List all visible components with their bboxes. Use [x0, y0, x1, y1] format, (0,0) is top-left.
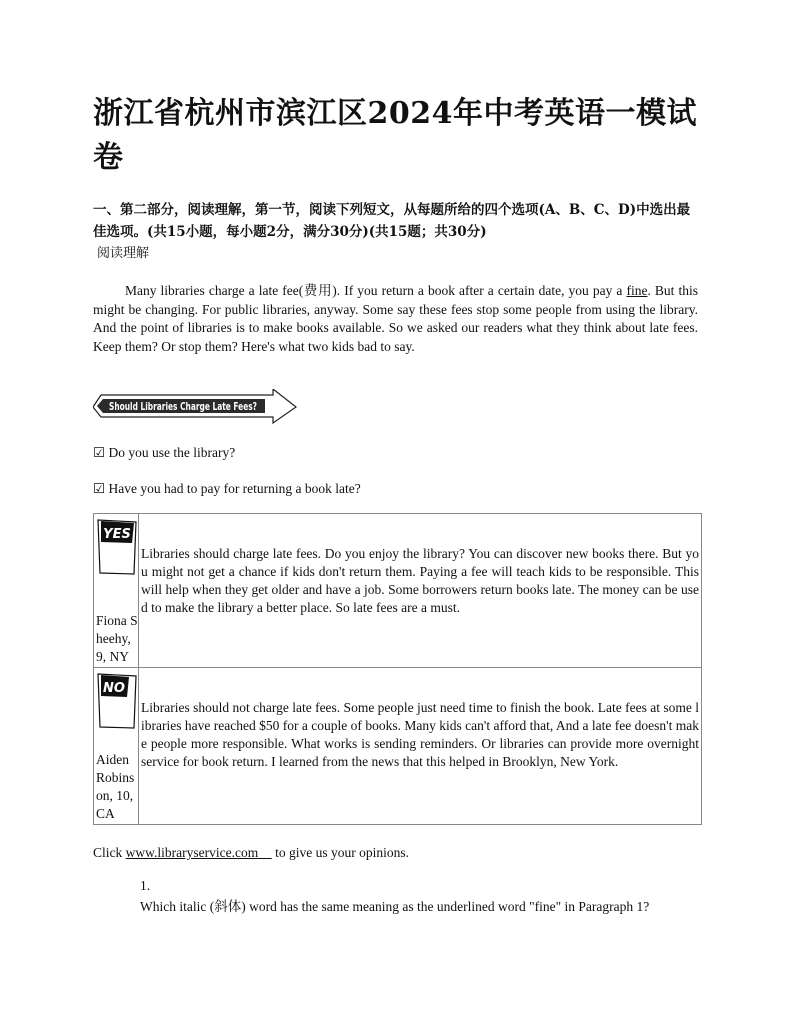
click-line	[93, 844, 409, 862]
opinion-row-no	[94, 668, 702, 825]
intro-text-part2: . But this might be changing. For public libraries, anyway. Some say these fees stop some people from using the library. And the point of libraries is to make books available. So we asked our readers what they think about late fees. Keep them? Or stop them? Here's what two kids bad to say.	[93, 283, 698, 354]
question-text: Which italic (斜体) word has the same meaning as the underlined word "fine" in Paragraph 1?	[140, 898, 650, 914]
opinion-author-name: Aiden Robinson, 10, CA	[96, 752, 135, 821]
question-number: 1.	[140, 878, 151, 893]
page-title: 浙江省杭州市滨江区2024年中考英语一模试卷	[93, 96, 697, 175]
intro-paragraph	[93, 282, 698, 356]
banner-text: Should Libraries Charge Late Fees?	[109, 401, 257, 413]
section-heading: 一、第二部分，阅读理解，第一节，阅读下列短文，从每题所给的四个选项(A、B、C、D)中选出最佳选项。(共15小题，每小题2分，满分30分)(共15题；共30分)	[93, 202, 691, 240]
checklist-item-paid-late: ☑ Have you had to pay for returning a book late?	[93, 481, 361, 496]
click-prefix: Click	[93, 845, 126, 860]
click-suffix: to give us your opinions.	[271, 845, 409, 860]
opinion-text: Libraries should not charge late fees. Some people just need time to finish the book. Late fees at some libraries have reached $50 for a couple of books. Many kids can't afford that, And a late fee doesn't make people more responsible. What works is sending reminders. Or libraries can provide more overnight service for book return. I learned from the news that this helped in Brooklyn, New York.	[139, 668, 702, 825]
opinion-author-name: Fiona Sheehy, 9, NY	[96, 613, 138, 664]
opinion-text: Libraries should charge late fees. Do you enjoy the library? You can discover new books there. But you might not get a chance if kids don't return them. Paying a fee will teach kids to be responsible. This will help when they get older and have a job. Some borrowers return books late. The money can be used to make the library a better place. So late fees are a must.	[139, 514, 702, 668]
question-1	[140, 877, 694, 916]
reading-subheading: 阅读理解	[97, 246, 150, 261]
yes-sign-icon	[97, 518, 137, 576]
yes-badge-text: YES	[103, 527, 131, 542]
intro-text-part1: Many libraries charge a late fee(费用). If you return a book after a certain date, you pay a	[125, 283, 627, 298]
website-link[interactable]: www.libraryservice.com	[125, 845, 259, 860]
opinion-author-cell	[94, 668, 139, 825]
opinion-row-yes	[94, 514, 702, 668]
checklist-item-use-library: ☑ Do you use the library?	[93, 445, 236, 460]
opinions-table	[93, 513, 702, 825]
no-badge-text: NO	[103, 681, 125, 696]
opinion-author-cell	[94, 514, 139, 668]
underlined-word-fine: fine	[626, 283, 648, 298]
no-sign-icon	[97, 672, 137, 730]
banner-graphic	[93, 389, 298, 425]
